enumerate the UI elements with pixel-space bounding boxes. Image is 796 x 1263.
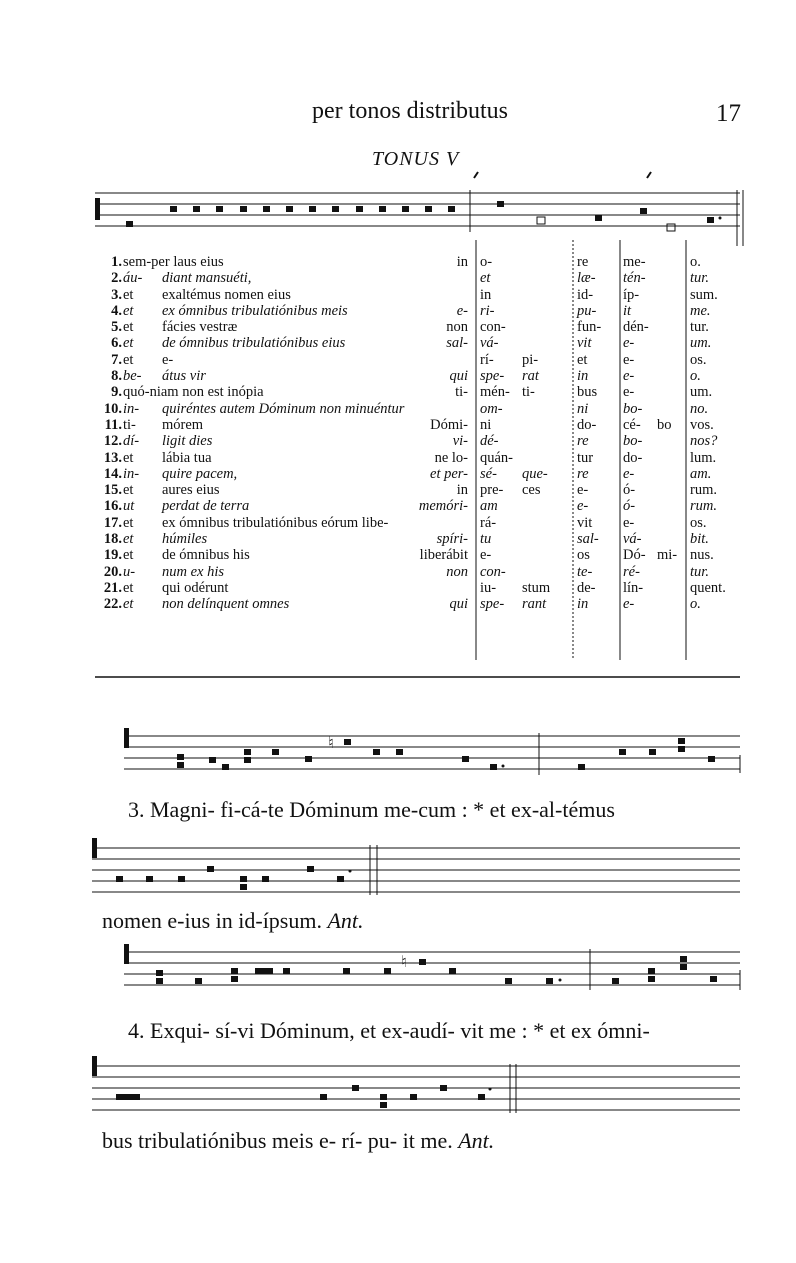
verse-cell-a: o- <box>480 254 493 270</box>
chant-3-text: nomen e-ius in id-ípsum. <box>102 908 322 933</box>
verse-cell-a2 <box>522 547 550 563</box>
verse-cell-c2 <box>657 596 677 612</box>
verse-cell-d: tur. <box>690 270 709 287</box>
verse-cell-pre <box>300 580 468 596</box>
verse-cell-a: in <box>480 286 492 303</box>
verse-cell-c: dén- <box>623 319 649 336</box>
verse-cell-b: ni <box>577 400 589 417</box>
verse-cell-w1: dí- <box>123 433 140 450</box>
verse-cell-mid: lábia tua <box>162 449 212 466</box>
verse-cell-c2 <box>657 531 677 547</box>
verse-cell-mid: quire pacem, <box>162 465 238 482</box>
verse-number: 18. <box>103 531 122 548</box>
verse-number: 13. <box>103 449 122 466</box>
verse-cell-w1: be- <box>123 368 142 385</box>
chant-4-line-2 <box>102 1128 494 1154</box>
verse-cell-c2 <box>657 303 677 319</box>
verse-cell-mid: non delínquent omnes <box>162 596 290 613</box>
verse-cell-a2: stum <box>522 579 551 596</box>
chant-4-line-1: 4. Exqui- sí-vi Dóminum, et ex-audí- vit me : * et ex ómni- <box>128 1018 650 1043</box>
antiphon-mark: Ant. <box>327 908 364 933</box>
verse-cell-pre: ti- <box>455 384 468 401</box>
verse-number: 6. <box>111 335 122 352</box>
verse-cell-pre: Dómi- <box>430 416 468 433</box>
c-clef-icon <box>95 198 100 220</box>
verse-cell-a: et <box>480 270 491 287</box>
verse-cadence-a2 <box>522 254 550 613</box>
verse-cell-w1: quó-niam non est inópia <box>123 384 264 401</box>
verse-number: 7. <box>111 351 122 368</box>
verse-cell-b: pu- <box>577 302 597 319</box>
verse-cell-b: et <box>577 351 588 368</box>
verse-cell-b: de- <box>577 579 596 596</box>
verse-cell-d: me. <box>690 302 711 319</box>
verse-number: 15. <box>103 482 122 499</box>
verse-cell-a: sé- <box>480 465 497 482</box>
verse-cell-c2 <box>657 401 677 417</box>
verse-number: 4. <box>111 302 122 319</box>
verse-number: 16. <box>103 498 122 515</box>
verse-cell-w1: in- <box>123 465 140 482</box>
verse-cell-mid: de ómnibus tribulatiónibus eius <box>162 335 346 352</box>
verse-cell-pre <box>300 401 468 417</box>
verse-numbers <box>86 254 122 613</box>
verse-cell-w1: et <box>123 596 134 613</box>
chant-4-text: bus tribulatiónibus meis e- rí- pu- it me. <box>102 1128 453 1153</box>
verse-cell-a2: rat <box>522 368 539 385</box>
verse-cell-c2 <box>657 270 677 286</box>
verse-cell-pre: et per- <box>430 465 468 482</box>
verse-number: 12. <box>103 433 122 450</box>
verse-cell-c2 <box>657 580 677 596</box>
verse-cell-d: bit. <box>690 531 709 548</box>
verse-cell-a2 <box>522 433 550 449</box>
verse-cell-mid: e- <box>162 351 174 368</box>
verse-cell-c2 <box>657 482 677 498</box>
verse-cell-mid: ex ómnibus tribulatiónibus eórum libe- <box>162 514 389 531</box>
verse-cell-d: o. <box>690 254 701 270</box>
verse-cell-d: um. <box>690 335 712 352</box>
verse-cell-pre <box>300 352 468 368</box>
verse-cell-a2: ti- <box>522 384 535 401</box>
verse-cell-pre: qui <box>449 596 468 613</box>
verse-cell-w1: ut <box>123 498 135 515</box>
verse-cell-c: e- <box>623 335 635 352</box>
verse-cell-d: os. <box>690 514 707 531</box>
verse-number: 1. <box>111 254 122 270</box>
verse-cell-c: bo- <box>623 400 643 417</box>
verse-cell-d: rum. <box>690 498 717 515</box>
verse-cadence-a <box>480 254 513 613</box>
verse-cell-w1: et <box>123 531 134 548</box>
verse-cell-w1: et <box>123 547 134 564</box>
verse-cell-a: rí- <box>480 351 494 368</box>
verse-number: 8. <box>111 368 122 385</box>
verse-cell-w1: ti- <box>123 416 136 433</box>
verse-cell-mid: ligit dies <box>162 433 213 450</box>
verse-number: 20. <box>103 563 122 580</box>
verse-cell-c2 <box>657 515 677 531</box>
verse-cell-c2 <box>657 254 677 270</box>
verse-cell-mid: diant mansuéti, <box>162 270 252 287</box>
verse-cell-mid: fácies vestræ <box>162 319 238 336</box>
chant-3-line-1: 3. Magni- fi-cá-te Dóminum me-cum : * et ex-al-témus <box>128 797 615 822</box>
verse-cell-a2 <box>522 417 550 433</box>
verse-cell-b: tur <box>577 449 594 466</box>
verse-cell-b: do- <box>577 416 597 433</box>
verse-cell-d: nos? <box>690 433 718 450</box>
verse-cell-b: fun- <box>577 319 602 336</box>
verse-cell-a2 <box>522 450 550 466</box>
verse-cell-c: íp- <box>623 286 640 303</box>
verse-number: 2. <box>111 270 122 287</box>
c-clef-icon <box>124 944 129 964</box>
verse-cell-mid: perdat de terra <box>162 498 250 515</box>
verse-cell-c2: mi- <box>657 547 678 564</box>
verse-cell-mid: mórem <box>162 416 204 433</box>
verse-cell-d: sum. <box>690 286 718 303</box>
verse-cell-pre: memóri- <box>418 498 468 515</box>
verse-cell-a: con- <box>480 319 506 336</box>
verse-cell-mid: ex ómnibus tribulatiónibus meis <box>162 302 348 319</box>
c-clef-icon <box>124 728 129 748</box>
verse-cell-c: e- <box>623 596 635 613</box>
verse-cell-b: re <box>577 465 589 482</box>
verse-cell-a: dé- <box>480 433 499 450</box>
antiphon-mark: Ant. <box>458 1128 495 1153</box>
running-title: per tonos distributus <box>312 98 508 124</box>
svg-text:♮: ♮ <box>401 952 407 971</box>
verse-cell-c2 <box>657 384 677 400</box>
verse-cell-a: con- <box>480 563 506 580</box>
verse-cell-w1: et <box>123 449 134 466</box>
verse-cell-c: lín- <box>623 579 644 596</box>
verse-cell-mid: exaltémus nomen eius <box>162 286 291 303</box>
verse-cell-b: bus <box>577 384 598 401</box>
verse-cell-w1: in- <box>123 400 140 417</box>
verse-cell-d: um. <box>690 384 713 401</box>
verse-cell-c: e- <box>623 465 635 482</box>
verse-cell-mid: quiréntes autem Dóminum non minuéntur <box>162 400 405 417</box>
verse-cell-b: læ- <box>577 270 596 287</box>
verse-cadence-c <box>623 254 649 613</box>
verse-cell-pre: e- <box>456 302 468 319</box>
verse-pre-cadence <box>300 254 468 613</box>
verse-cadence-b <box>577 254 601 613</box>
verse-cell-w1: áu- <box>123 270 143 287</box>
verse-cell-d: rum. <box>690 482 717 499</box>
verse-cell-b: id- <box>577 286 594 303</box>
verse-cell-w1: et <box>123 482 134 499</box>
verse-number: 19. <box>103 547 122 564</box>
chant-3-line-2 <box>102 908 364 934</box>
verse-cell-a: spe- <box>480 596 505 613</box>
verse-cell-d: o. <box>690 368 701 385</box>
section-title: TONUS V <box>372 148 460 170</box>
neume-hollow <box>667 224 675 231</box>
verse-number: 3. <box>111 286 122 303</box>
verse-cell-d: tur. <box>690 563 709 580</box>
verse-cell-b: re <box>577 433 589 450</box>
verse-cell-a: pre- <box>480 482 504 499</box>
accent-mark <box>647 172 651 178</box>
verse-cell-c: e- <box>623 368 635 385</box>
verse-cell-mid: de ómnibus his <box>162 547 250 564</box>
c-clef-icon <box>92 1056 97 1076</box>
verse-cell-a: ni <box>480 416 492 433</box>
verse-cell-a: quán- <box>480 449 514 466</box>
verse-cell-mid: aures eius <box>162 482 220 499</box>
verse-number: 14. <box>103 465 122 482</box>
verse-cell-c: ó- <box>623 498 636 515</box>
verse-cell-d: os. <box>690 351 707 368</box>
verse-cell-c: e- <box>623 514 635 531</box>
verse-cell-a: spe- <box>480 368 505 385</box>
verse-cell-a2 <box>522 319 550 335</box>
verse-cell-c: e- <box>623 384 635 401</box>
verse-cell-a2: rant <box>522 596 547 613</box>
verse-cell-pre: in <box>456 254 468 270</box>
verse-cell-pre: ne lo- <box>434 449 468 466</box>
verse-cell-d: nus. <box>690 547 714 564</box>
c-clef-icon <box>92 838 97 858</box>
verse-cell-a2 <box>522 531 550 547</box>
neume <box>126 221 133 227</box>
verse-cadence-d <box>690 254 726 613</box>
verse-cell-c2 <box>657 466 677 482</box>
verse-cadence-c2 <box>657 254 677 613</box>
verse-number: 10. <box>103 400 122 417</box>
verse-cell-d: tur. <box>690 319 709 336</box>
verse-cell-mid: átus vir <box>162 368 206 385</box>
verse-cell-c: e- <box>623 351 635 368</box>
verse-cell-mid: num ex his <box>162 563 225 580</box>
verse-cell-a: iu- <box>480 579 497 596</box>
verse-cell-a: rá- <box>480 514 497 531</box>
verse-cell-pre: non <box>446 319 468 336</box>
verse-number: 22. <box>103 596 122 613</box>
verse-cell-pre: liberábit <box>419 547 468 564</box>
verse-cell-c2 <box>657 564 677 580</box>
verse-number: 11. <box>104 416 122 433</box>
verse-cell-a2 <box>522 515 550 531</box>
verse-cell-a: om- <box>480 400 503 417</box>
verse-cell-a2 <box>522 335 550 351</box>
verse-cell-mid: qui odérunt <box>162 579 229 596</box>
verse-cell-c2 <box>657 352 677 368</box>
verse-cell-w1: et <box>123 351 134 368</box>
verse-cell-d: o. <box>690 596 701 613</box>
verse-cell-d: no. <box>690 400 709 417</box>
verse-cell-b: os <box>577 547 590 564</box>
verse-cell-d: quent. <box>690 579 726 596</box>
verse-cell-b: e- <box>577 498 589 515</box>
staff-psalm-tone <box>95 190 743 246</box>
verse-cell-c: cé- <box>623 416 641 433</box>
verse-cell-w1: et <box>123 514 134 531</box>
verse-cell-b: e- <box>577 482 589 499</box>
verse-cell-pre <box>300 515 468 531</box>
verse-cell-b: te- <box>577 563 593 580</box>
verse-cell-w1: et <box>123 319 134 336</box>
verse-cell-w1: u- <box>123 563 136 580</box>
verse-cell-b: re <box>577 254 589 270</box>
verse-number: 9. <box>111 384 122 401</box>
verse-cell-d: am. <box>690 465 712 482</box>
svg-text:♮: ♮ <box>328 733 334 752</box>
verse-cell-b: in <box>577 368 589 385</box>
verse-cell-a2 <box>522 303 550 319</box>
verse-cell-w1: sem-per laus eius <box>123 254 224 270</box>
verse-number: 5. <box>111 319 122 336</box>
verse-cell-pre <box>300 270 468 286</box>
verse-cell-pre: vi- <box>452 433 468 450</box>
verse-cell-w1: et <box>123 335 134 352</box>
verse-cell-c2 <box>657 287 677 303</box>
verse-cell-a2: que- <box>522 465 548 482</box>
verse-cell-a2 <box>522 564 550 580</box>
verse-cell-c: Dó- <box>623 547 646 564</box>
verse-cell-a2: ces <box>522 482 541 499</box>
page-number: 17 <box>716 100 741 127</box>
verse-cell-pre: in <box>456 482 468 499</box>
verse-cell-b: vit <box>577 514 593 531</box>
verse-cell-a: mén- <box>480 384 510 401</box>
verse-cell-c: do- <box>623 449 643 466</box>
verse-cell-pre <box>300 287 468 303</box>
verse-cell-a2 <box>522 401 550 417</box>
verse-cell-b: vit <box>577 335 592 352</box>
verse-cell-d: vos. <box>690 416 714 433</box>
verse-cell-pre: non <box>446 563 468 580</box>
verse-cell-mid: húmiles <box>162 531 208 548</box>
verse-cell-a2: pi- <box>522 351 539 368</box>
verse-cell-c: ó- <box>623 482 636 499</box>
verse-cell-c: it <box>623 302 632 319</box>
verse-cell-a: vá- <box>480 335 499 352</box>
verse-cell-c2: bo <box>657 416 672 433</box>
accent-mark <box>474 172 478 178</box>
verse-cell-c2 <box>657 433 677 449</box>
verse-cell-a2 <box>522 254 550 270</box>
verse-number: 21. <box>103 579 122 596</box>
verse-cell-c2 <box>657 368 677 384</box>
verse-cell-d: lum. <box>690 449 717 466</box>
verse-cell-c: ré- <box>623 563 640 580</box>
verse-cell-b: in <box>577 596 589 613</box>
verse-cell-c2 <box>657 498 677 514</box>
neume-hollow <box>537 217 545 224</box>
verse-cell-a: am <box>480 498 498 515</box>
verse-cell-c: tén- <box>623 270 646 287</box>
verse-cell-a2 <box>522 270 550 286</box>
verse-number: 17. <box>103 514 122 531</box>
verse-cell-c: bo- <box>623 433 643 450</box>
verse-cell-pre: spíri- <box>436 531 468 548</box>
verse-cell-w1: et <box>123 579 134 596</box>
verse-cell-a2 <box>522 498 550 514</box>
verse-cell-a: ri- <box>480 302 495 319</box>
verse-cell-a: e- <box>480 547 492 564</box>
verse-cell-c2 <box>657 450 677 466</box>
verse-cell-pre: qui <box>449 368 468 385</box>
verse-cell-a2 <box>522 287 550 303</box>
verse-cell-c2 <box>657 319 677 335</box>
verse-cell-a: tu <box>480 531 492 548</box>
verse-cell-w1: et <box>123 286 134 303</box>
verse-cell-pre: sal- <box>446 335 468 352</box>
verse-cell-c2 <box>657 335 677 351</box>
verse-cell-b: sal- <box>577 531 599 548</box>
verse-cell-w1: et <box>123 302 134 319</box>
verse-cell-c: vá- <box>623 531 642 548</box>
verse-cell-c: me- <box>623 254 646 270</box>
